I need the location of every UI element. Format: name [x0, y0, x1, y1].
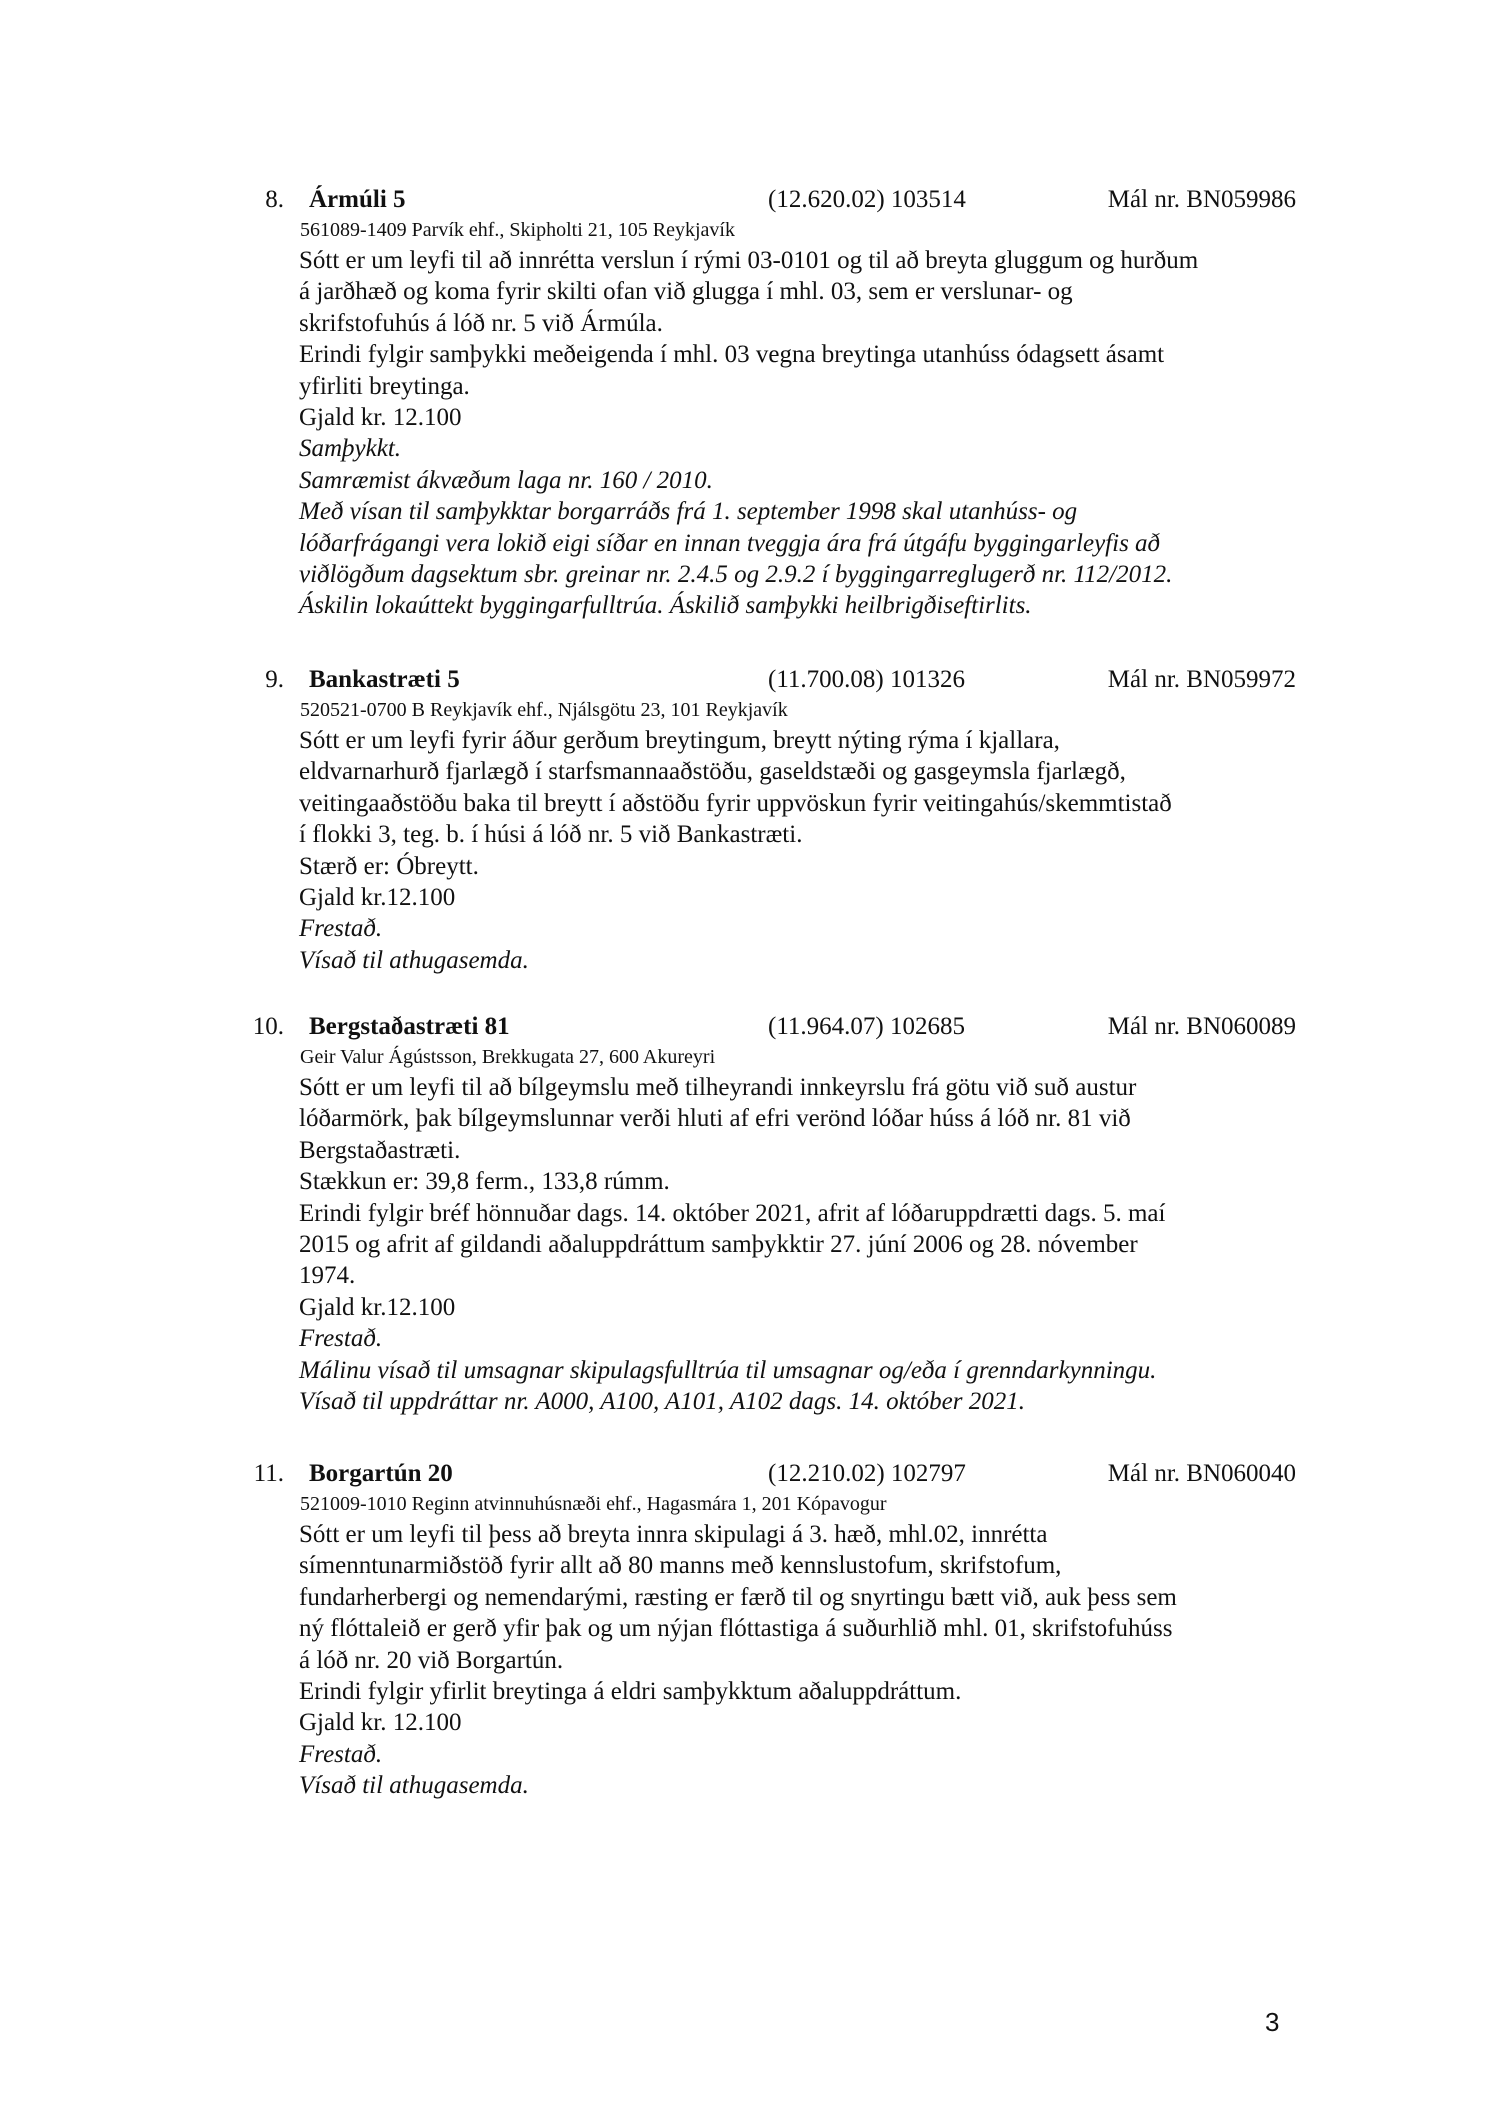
case-line: á lóð nr. 20 við Borgartún.	[299, 1646, 564, 1674]
case-line: ný flóttaleið er gerð yfir þak og um nýjan flóttastiga á suðurhlið mhl. 01, skrifstofuhúss	[299, 1615, 1173, 1643]
case-id: Mál nr. BN059972	[1107, 666, 1296, 693]
case-decision: Frestað.	[299, 915, 383, 943]
case-line: Erindi fylgir yfirlit breytinga á eldri samþykktum aðaluppdráttum.	[299, 1678, 962, 1706]
applicant: 521009-1010 Reginn atvinnuhúsnæði ehf., Hagasmára 1, 201 Kópavogur	[300, 1493, 887, 1515]
case-line: Gjald kr. 12.100	[299, 1709, 462, 1737]
case-body	[299, 1519, 1285, 1802]
case-line: fundarherbergi og nemendarými, ræsting er færð til og snyrtingu bætt við, auk þess sem	[299, 1583, 1177, 1611]
case-id: Mál nr. BN059986	[1107, 186, 1296, 213]
case-line: Sótt er um leyfi fyrir áður gerðum breytingum, breytt nýting rýma í kjallara,	[299, 727, 1060, 754]
case-line: Gjald kr.12.100	[299, 884, 456, 912]
case-address: Ármúli 5	[309, 186, 406, 213]
case-number: 10.	[252, 1013, 284, 1040]
case-header	[0, 1457, 1500, 1491]
case-number: 11.	[253, 1460, 284, 1487]
case-line: Bergstaðastræti.	[299, 1136, 461, 1164]
case-line: á jarðhæð og koma fyrir skilti ofan við glugga í mhl. 03, sem er verslunar- og	[299, 278, 1073, 306]
case-line: Gjald kr.12.100	[299, 1293, 456, 1321]
case-note: Með vísan til samþykktar borgarráðs frá 1. september 1998 skal utanhúss- og	[299, 498, 1078, 526]
case-decision: Samþykkt.	[299, 435, 402, 463]
case-note: viðlögðum dagsektum sbr. greinar nr. 2.4.5 og 2.9.2 í byggingarreglugerð nr. 112/2012.	[299, 561, 1173, 589]
case-line: yfirliti breytinga.	[299, 372, 470, 400]
land-reference: (11.700.08) 101326	[768, 666, 965, 693]
case-line: eldvarnarhurð fjarlægð í starfsmannaaðstöðu, gaseldstæði og gasgeymsla fjarlægð,	[299, 758, 1126, 786]
case-line: Stækkun er: 39,8 ferm., 133,8 rúmm.	[299, 1168, 670, 1196]
case-note: lóðarfrágangi vera lokið eigi síðar en innan tveggja ára frá útgáfu byggingarleyfis að	[299, 529, 1161, 557]
case-line: Stærð er: Óbreytt.	[299, 852, 479, 880]
case-entry	[0, 663, 1500, 976]
case-line: símenntunarmiðstöð fyrir allt að 80 manns með kennslustofum, skrifstofum,	[299, 1552, 1062, 1580]
case-note: Vísað til uppdráttar nr. A000, A100, A101, A102 dags. 14. október 2021.	[299, 1388, 1025, 1416]
case-note: Áskilin lokaúttekt byggingarfulltrúa. Áskilið samþykki heilbrigðiseftirlits.	[299, 592, 1032, 620]
case-line: 2015 og afrit af gildandi aðaluppdráttum samþykktir 27. júní 2006 og 28. nóvember	[299, 1231, 1138, 1259]
case-header	[0, 183, 1500, 217]
case-note: Samræmist ákvæðum laga nr. 160 / 2010.	[299, 466, 713, 494]
case-line: Sótt er um leyfi til þess að breyta innra skipulagi á 3. hæð, mhl.02, innrétta	[299, 1521, 1048, 1548]
case-note: Málinu vísað til umsagnar skipulagsfulltrúa til umsagnar og/eða í grenndarkynningu.	[299, 1356, 1157, 1384]
case-line: lóðarmörk, þak bílgeymslunnar verði hluti af efri verönd lóðar húss á lóð nr. 81 við	[299, 1105, 1131, 1133]
case-body	[299, 245, 1285, 622]
applicant: Geir Valur Ágústsson, Brekkugata 27, 600 Akureyri	[300, 1046, 716, 1068]
case-header	[0, 663, 1500, 697]
case-line: Gjald kr. 12.100	[299, 404, 462, 432]
case-decision: Frestað.	[299, 1325, 383, 1353]
case-line: 1974.	[299, 1262, 356, 1290]
case-header	[0, 1010, 1500, 1044]
land-reference: (12.620.02) 103514	[768, 186, 966, 213]
case-id: Mál nr. BN060089	[1107, 1013, 1296, 1040]
case-address: Borgartún 20	[309, 1460, 453, 1487]
case-line: Erindi fylgir bréf hönnuðar dags. 14. október 2021, afrit af lóðaruppdrætti dags. 5. maí	[299, 1199, 1166, 1227]
case-line: veitingaaðstöðu baka til breytt í aðstöðu fyrir uppvöskun fyrir veitingahús/skemmtistað	[299, 789, 1172, 817]
case-line: Erindi fylgir samþykki meðeigenda í mhl. 03 vegna breytinga utanhúss ódagsett ásamt	[299, 341, 1165, 369]
case-number: 8.	[265, 186, 284, 213]
case-entry	[0, 1010, 1500, 1417]
case-body	[299, 1072, 1285, 1417]
case-address: Bergstaðastræti 81	[309, 1013, 510, 1040]
case-note: Vísað til athugasemda.	[299, 946, 529, 974]
case-line: skrifstofuhús á lóð nr. 5 við Ármúla.	[299, 309, 663, 337]
case-note: Vísað til athugasemda.	[299, 1772, 529, 1800]
land-reference: (11.964.07) 102685	[768, 1013, 965, 1040]
case-address: Bankastræti 5	[309, 666, 460, 693]
case-id: Mál nr. BN060040	[1107, 1460, 1296, 1487]
applicant: 561089-1409 Parvík ehf., Skipholti 21, 105 Reykjavík	[300, 219, 735, 241]
case-entry	[0, 1457, 1500, 1802]
case-line: í flokki 3, teg. b. í húsi á lóð nr. 5 við Bankastræti.	[299, 821, 803, 849]
case-body	[299, 725, 1285, 976]
page-number: 3	[1265, 2007, 1280, 2037]
case-decision: Frestað.	[299, 1740, 383, 1768]
applicant: 520521-0700 B Reykjavík ehf., Njálsgötu 23, 101 Reykjavík	[300, 699, 788, 721]
case-number: 9.	[265, 666, 284, 693]
case-line: Sótt er um leyfi til að bílgeymslu með tilheyrandi innkeyrslu frá götu við suð austur	[299, 1074, 1137, 1101]
case-entry	[0, 183, 1500, 622]
case-line: Sótt er um leyfi til að innrétta verslun í rými 03-0101 og til að breyta gluggum og hurðum	[299, 247, 1199, 274]
land-reference: (12.210.02) 102797	[768, 1460, 966, 1487]
